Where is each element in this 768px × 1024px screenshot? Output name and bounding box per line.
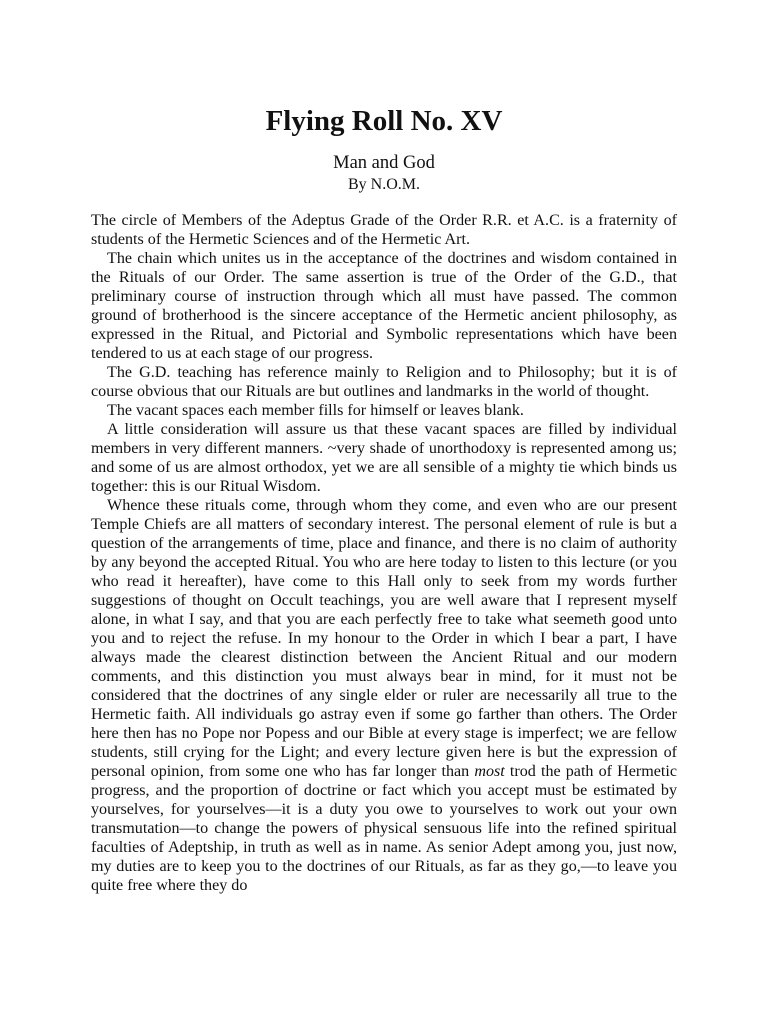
- paragraph-5: A little consideration will assure us that these vacant spaces are filled by individual members in very different manners. ~very shade of unorthodoxy is represented among us; and some of us are almost orthodox, yet we are all sensible of a mighty tie which binds us together: this is our Ritual Wisdom.: [91, 421, 677, 495]
- paragraph-4: The vacant spaces each member fills for himself or leaves blank.: [107, 402, 524, 419]
- document-body: [91, 211, 677, 895]
- paragraph-6: [91, 496, 677, 895]
- paragraph-1: The circle of Members of the Adeptus Grade of the Order R.R. et A.C. is a fraternity of students of the Hermetic Sciences and of the Hermetic Art.: [91, 212, 677, 248]
- paragraph-6-tail: trod the path of Hermetic progress, and the proportion of doctrine or fact which you accept must be estimated by yourselves, for yourselves—it is a duty you owe to yourselves to work out your own transmutation—to change the powers of physical sensuous life into the refined spiritual faculties of Adeptship, in truth as well as in name. As senior Adept among you, just now, my duties are to keep you to the doctrines of our Rituals, as far as they go,—to leave you quite free where they do: [91, 763, 678, 894]
- paragraph-3: The G.D. teaching has reference mainly to Religion and to Philosophy; but it is of course obvious that our Rituals are but outlines and landmarks in the world of thought.: [91, 364, 677, 400]
- page-title: Flying Roll No. XV: [265, 105, 503, 138]
- emphasis-word: most: [474, 763, 505, 780]
- author-byline: By N.O.M.: [347, 176, 420, 193]
- page-subtitle: Man and God: [333, 153, 435, 173]
- paragraph-6-text: Whence these rituals come, through whom they come, and even who are our present Temple Chiefs are all matters of secondary interest. The personal element of rule is but a question of the arrangements of time, place and finance, and there is no claim of authority by any beyond the accepted Ritual. You who are here today to listen to this lecture (or you who read it hereafter), have come to this Hall only to seek from my words further suggestions of thought on Occult teachings, you are well aware that I represent myself alone, in what I say, and that you are each perfectly free to take what seemeth good unto you and to reject the refuse. In my honour to the Order in which I bear a part, I have always made the clearest distinction between the Ancient Ritual and our modern comments, and this distinction you must always bear in mind, for it must not be considered that the doctrines of any single elder or ruler are necessarily all true to the Hermetic faith. All individuals go astray even if some go farther than others. The Order here then has no Pope nor Popess and our Bible at every stage is imperfect; we are fellow students, still crying for the Light; and every lecture given here is but the expression of personal opinion, from some one who has far longer than: [91, 497, 677, 780]
- paragraph-2: The chain which unites us in the acceptance of the doctrines and wisdom contained in the Rituals of our Order. The same assertion is true of the Order of the G.D., that preliminary course of instruction through which all must have passed. The common ground of brotherhood is the sincere acceptance of the Hermetic ancient philosophy, as expressed in the Ritual, and Pictorial and Symbolic representations which have been tendered to us at each stage of our progress.: [91, 250, 677, 362]
